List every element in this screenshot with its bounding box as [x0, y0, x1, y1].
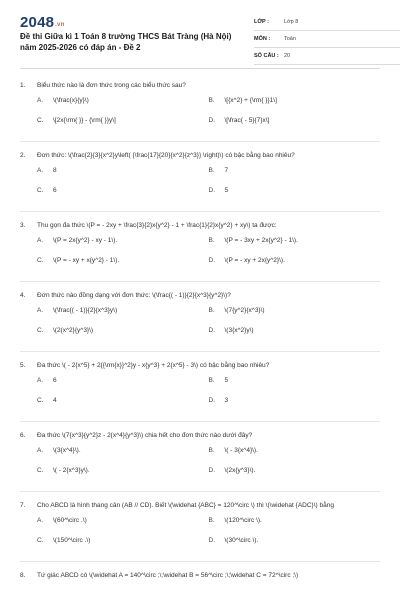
question-divider: [20, 281, 380, 282]
answer-option[interactable]: [209, 515, 381, 535]
option-letter: D.: [208, 467, 215, 474]
answer-option[interactable]: [209, 235, 381, 255]
option-letter: B.: [208, 517, 215, 524]
option-letter: B.: [208, 447, 215, 454]
question-divider: [20, 141, 380, 142]
option-letter: D.: [208, 117, 215, 124]
question-item: [20, 290, 380, 345]
option-text: \(150^\circ .\): [53, 537, 91, 544]
option-letter: A.: [37, 517, 44, 524]
option-text: \(60^\circ .\): [53, 517, 87, 524]
answer-option[interactable]: [209, 255, 381, 275]
question-text-block: [20, 290, 380, 301]
option-text: \[2x{\rm{ }} - {\rm{ }}y\]: [53, 117, 116, 124]
option-grid: [20, 95, 380, 135]
question-text-block: [20, 360, 380, 371]
option-text: 5: [224, 377, 229, 384]
question-list: [20, 80, 380, 581]
option-letter: D.: [208, 537, 215, 544]
meta-value: 20: [284, 53, 291, 59]
question-number: 6.: [20, 432, 26, 439]
option-text: \(120^\circ \).: [224, 517, 262, 524]
meta-key: SỐ CÂU :: [254, 53, 279, 59]
exam-meta: [254, 14, 400, 65]
option-grid: [20, 165, 380, 205]
option-letter: D.: [208, 327, 215, 334]
option-letter: B.: [208, 307, 215, 314]
option-grid: [20, 375, 380, 415]
answer-option[interactable]: [37, 375, 209, 395]
question-text: Đa thức \( - 2{x^5} + 2{{\rm{x}}^2}y - x{y^3} + 2{x^5} - 3\) có bậc bằng bao nhiêu?: [37, 362, 270, 369]
option-letter: A.: [37, 377, 44, 384]
option-text: 6: [53, 187, 57, 194]
question-text: Đa thức \(7{x^3}{y^2}z - 2{x^4}{y^3}\) chia hết cho đơn thức nào dưới đây?: [37, 432, 253, 439]
header: [20, 0, 380, 69]
question-number: 5.: [20, 362, 26, 369]
logo-suffix: .vn: [55, 22, 65, 28]
option-text: 4: [53, 397, 57, 404]
answer-option[interactable]: [209, 465, 381, 485]
answer-option[interactable]: [209, 95, 381, 115]
question-text-block: [20, 220, 380, 231]
exam-title: Đề thi Giữa kì 1 Toán 8 trường THCS Bát Tràng (Hà Nội) năm 2025-2026 có đáp án - Đề 2: [20, 32, 232, 52]
option-text: \(\frac{( - 1)}{2}{x^3}y\): [53, 307, 118, 314]
question-item: [20, 220, 380, 275]
question-divider: [20, 491, 380, 492]
question-item: [20, 430, 380, 485]
question-text: Biểu thức nào là đơn thức trong các biểu thức sau?: [37, 82, 186, 89]
option-text: \(7{y^2}{x^3}\): [224, 307, 265, 314]
question-text: Tứ giác ABCD có \(\widehat A = 140^\circ ;\;\widehat B = 56^\circ ;\;\widehat C = 72^\circ ;\): [37, 572, 299, 579]
option-text: 5: [224, 187, 229, 194]
meta-row-count: [254, 48, 400, 65]
answer-option[interactable]: [209, 305, 381, 325]
question-divider: [20, 561, 380, 562]
option-letter: D.: [208, 187, 215, 194]
answer-option[interactable]: [209, 325, 381, 345]
option-text: \(P = - 3xy + 2x{y^2} - 1\).: [224, 237, 298, 244]
option-letter: C.: [37, 537, 44, 544]
answer-option[interactable]: [209, 115, 381, 135]
option-text: 6: [53, 377, 57, 384]
question-text-block: [20, 570, 380, 581]
meta-value: Toán: [284, 36, 296, 42]
option-text: \(2x{y^3}\).: [224, 467, 256, 474]
question-text-block: [20, 500, 380, 511]
answer-option[interactable]: [37, 465, 209, 485]
question-item: [20, 150, 380, 205]
question-item: [20, 360, 380, 415]
option-text: \(3{x^4}\).: [53, 447, 81, 454]
meta-row-subject: [254, 31, 400, 48]
option-letter: D.: [208, 397, 215, 404]
option-grid: [20, 515, 380, 555]
option-text: \(P = - xy + x{y^2} - 1\).: [53, 257, 120, 264]
option-letter: A.: [37, 167, 44, 174]
question-text-block: [20, 80, 380, 91]
question-item: [20, 500, 380, 555]
option-letter: A.: [37, 237, 44, 244]
question-number: 3.: [20, 222, 26, 229]
answer-option[interactable]: [37, 185, 209, 205]
question-divider: [20, 351, 380, 352]
option-letter: C.: [37, 257, 44, 264]
option-text: 8: [53, 167, 57, 174]
answer-option[interactable]: [37, 535, 209, 555]
question-text: Đơn thức nào đồng dạng với đơn thức: \(\frac{( - 1)}{2}{x^3}{y^2}\)?: [37, 292, 231, 299]
question-number: 7.: [20, 502, 26, 509]
question-number: 1.: [20, 82, 26, 89]
option-letter: D.: [208, 257, 215, 264]
question-text: Cho ABCD là hình thang cân (AB // CD). Biết \(\widehat {ABC} = 120^\circ \) thì \(\widehat {ADC}\) bằng: [37, 502, 334, 509]
answer-option[interactable]: [37, 325, 209, 345]
option-text: \[\frac{ - 5}{7}x\]: [224, 117, 270, 124]
answer-option[interactable]: [209, 535, 381, 555]
option-text: 7: [224, 167, 229, 174]
question-divider: [20, 211, 380, 212]
option-text: \(3{x^2}y\): [224, 327, 254, 334]
question-item: [20, 570, 380, 581]
option-letter: C.: [37, 117, 44, 124]
answer-option[interactable]: [37, 305, 209, 325]
meta-key: LỚP :: [254, 19, 269, 25]
question-text-block: [20, 150, 380, 161]
answer-option[interactable]: [37, 395, 209, 415]
answer-option[interactable]: [209, 185, 381, 205]
option-text: \[{x^2} + {\rm{ }}1\]: [224, 97, 277, 104]
option-letter: B.: [208, 167, 215, 174]
question-text-block: [20, 430, 380, 441]
option-letter: C.: [37, 467, 44, 474]
option-text: \(30^\circ \).: [224, 537, 259, 544]
option-letter: A.: [37, 447, 44, 454]
answer-option[interactable]: [37, 95, 209, 115]
question-item: [20, 80, 380, 135]
answer-option[interactable]: [37, 255, 209, 275]
logo-text: 2048: [20, 14, 55, 31]
option-letter: B.: [208, 377, 215, 384]
answer-option[interactable]: [37, 515, 209, 535]
answer-option[interactable]: [37, 115, 209, 135]
answer-option[interactable]: [209, 165, 381, 185]
option-letter: A.: [37, 307, 44, 314]
option-letter: C.: [37, 187, 44, 194]
option-grid: [20, 235, 380, 275]
answer-option[interactable]: [209, 445, 381, 465]
answer-option[interactable]: [37, 165, 209, 185]
question-number: 4.: [20, 292, 26, 299]
answer-option[interactable]: [209, 375, 381, 395]
answer-option[interactable]: [209, 395, 381, 415]
option-letter: C.: [37, 327, 44, 334]
option-grid: [20, 445, 380, 485]
site-logo[interactable]: [20, 14, 64, 31]
meta-row-class: [254, 14, 400, 31]
question-text: Thu gọn đa thức \(P = - 2xy + \frac{3}{2}x{y^2} - 1 + \frac{1}{2}x{y^2} + xy\) ta được:: [37, 222, 277, 229]
option-grid: [20, 305, 380, 345]
answer-option[interactable]: [37, 445, 209, 465]
meta-key: MÔN :: [254, 36, 271, 42]
option-letter: C.: [37, 397, 44, 404]
option-letter: A.: [37, 97, 44, 104]
question-divider: [20, 421, 380, 422]
option-text: \( - 3{x^4}\).: [224, 447, 258, 454]
option-text: 3: [224, 397, 229, 404]
answer-option[interactable]: [37, 235, 209, 255]
option-letter: B.: [208, 237, 215, 244]
option-text: \(P = - xy + 2x{y^2}\).: [224, 257, 285, 264]
option-text: \(2{x^2}{y^3}\): [53, 327, 94, 334]
question-number: 8.: [20, 572, 26, 579]
option-letter: B.: [208, 97, 215, 104]
option-text: \( - 2{x^3}y\).: [53, 467, 90, 474]
option-text: \(P = 2x{y^2} - xy - 1\).: [53, 237, 118, 244]
meta-value: Lớp 8: [284, 19, 299, 25]
option-text: \(\frac{x}{y}\): [53, 97, 89, 104]
question-text: Đơn thức: \(\frac{2}{3}{x^2}y\left( {\frac{17}{20}{x^2}{z^3}} \right)\) có bậc bằng bao nhiêu?: [37, 152, 295, 159]
question-number: 2.: [20, 152, 26, 159]
